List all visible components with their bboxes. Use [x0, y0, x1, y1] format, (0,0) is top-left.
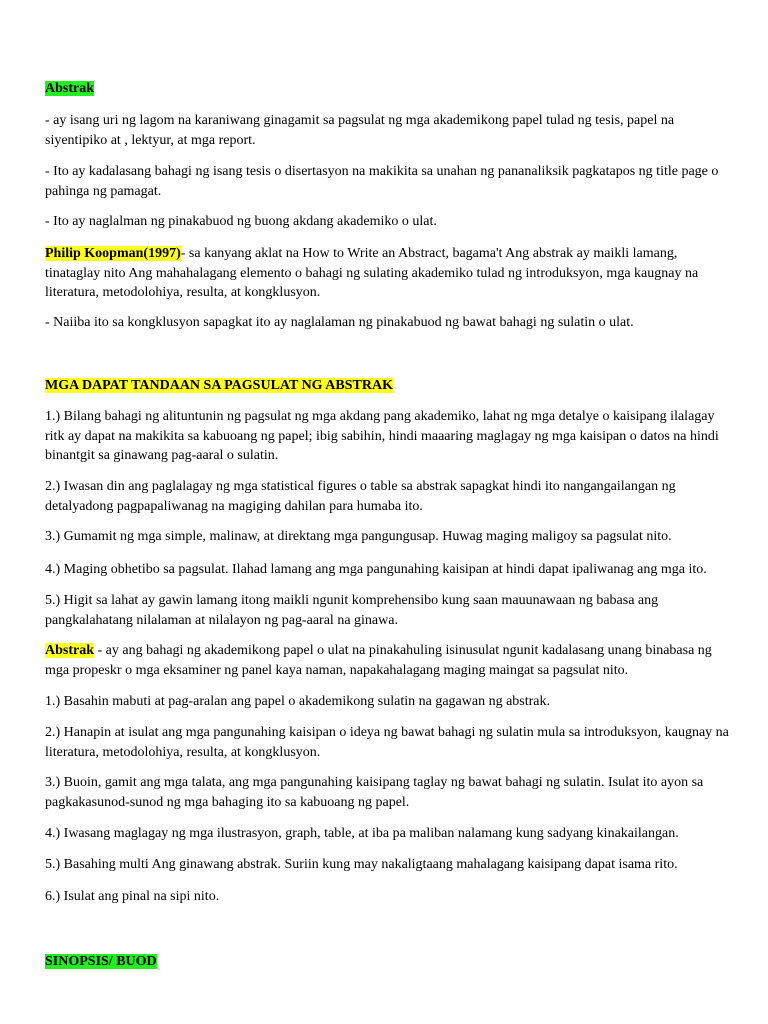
tandaan-item-2: 2.) Iwasan din ang paglalagay ng mga statistical figures o table sa abstrak sapagkat hindi ito nangangailangan ng detalyadong pagpapaliwanag na magiging dahilan para humaba ito. [45, 479, 676, 514]
hakbang-item-2: 2.) Hanapin at isulat ang mga pangunahing kaisipan o ideya ng bawat bahagi ng sulatin mula sa introduksyon, kaugnay na literatura, metodolohiya, resulta, at kongklusyon. [45, 725, 729, 760]
hakbang-item-6: 6.) Isulat ang pinal na sipi nito. [45, 889, 220, 904]
sinopsis-heading: SINOPSIS/ BUOD [45, 954, 157, 969]
abstrak-definition-paragraph [45, 641, 730, 680]
koopman-paragraph [45, 244, 730, 303]
abstrak-definition: - ay ang bahagi ng akademikong papel o ulat na pinakahuling isinusulat ngunit kadalasang unang binabasa ng mga propeskr o mga eksaminer ng panel kaya naman, napakahalagang maging maingat sa pagsulat nito. [45, 643, 712, 678]
abstrak-heading: Abstrak [45, 81, 95, 96]
abstrak-paragraph-1: - ay isang uri ng lagom na karaniwang ginagamit sa pagsulat ng mga akademikong papel tulad ng tesis, papel na siyentipiko at , lektyur, at mga report. [45, 113, 675, 148]
hakbang-item-4: 4.) Iwasang maglagay ng mga ilustrasyon, graph, table, at iba pa maliban nalamang kung sadyang kinakailangan. [45, 826, 679, 841]
tandaan-heading: MGA DAPAT TANDAAN SA PAGSULAT NG ABSTRAK [45, 378, 393, 393]
tandaan-item-5: 5.) Higit sa lahat ay gawin lamang itong maikli ngunit komprehensibo kung saan mauunawaan ng babasa ang pangkalahatang nilalaman at nilalayon ng pag-aaral na ginawa. [45, 593, 659, 628]
tandaan-item-1: 1.) Bilang bahagi ng alituntunin ng pagsulat ng mga akdang pang akademiko, lahat ng mga detalye o kaisipang ilalagay ritk ay dapat na makikita sa kabuoang ng papel; ibig sabihin, hindi maaaring maglagay ng mga kaisipan o datos na hindi binantgit sa ginawang pag-aaral o sulatin. [45, 409, 719, 463]
hakbang-item-5: 5.) Basahing multi Ang ginawang abstrak. Suriin kung may nakaligtaang mahalagang kaisipang dapat isama rito. [45, 857, 678, 872]
koopman-text: - sa kanyang aklat na How to Write an Abstract, bagama't Ang abstrak ay maikli lamang, tinataglay nito Ang mahahalagang elemento o bahagi ng sulating akademiko tulad ng introduksyon, mga kaugnay na literatura, metodolohiya, resulta, at kongklusyon. [45, 246, 699, 300]
tandaan-heading-block [45, 376, 730, 396]
tandaan-item-4: 4.) Maging obhetibo sa pagsulat. Ilahad lamang ang mga pangunahing kaisipan at hindi dapat ipaliwanag ang mga ito. [45, 562, 707, 577]
abstrak-paragraph-2: - Ito ay kadalasang bahagi ng isang tesis o disertasyon na makikita sa unahan ng pananaliksik pagkatapos ng title page o pahinga ng pamagat. [45, 164, 719, 199]
abstrak-heading-block [45, 79, 730, 99]
abstrak-term: Abstrak [45, 643, 95, 658]
tandaan-item-3: 3.) Gumamit ng mga simple, malinaw, at direktang mga pangungusap. Huwag maging maligoy sa pagsulat nito. [45, 529, 672, 544]
hakbang-item-3: 3.) Buoin, gamit ang mga talata, ang mga pangunahing kaisipang taglay ng bawat bahagi ng sulatin. Isulat ito ayon sa pagkakasunod-sunod ng mga bahaging ito sa kabuoang ng papel. [45, 775, 704, 810]
abstrak-paragraph-5: - Naiiba ito sa kongklusyon sapagkat ito ay naglalaman ng pinakabuod ng bawat bahagi ng sulatin o ulat. [45, 315, 634, 330]
sinopsis-heading-block [45, 952, 730, 972]
hakbang-item-1: 1.) Basahin mabuti at pag-aralan ang papel o akademikong sulatin na gagawan ng abstrak. [45, 694, 550, 709]
abstrak-paragraph-3: - Ito ay naglalman ng pinakabuod ng buong akdang akademiko o ulat. [45, 214, 437, 229]
koopman-name: Philip Koopman(1997) [45, 246, 181, 261]
